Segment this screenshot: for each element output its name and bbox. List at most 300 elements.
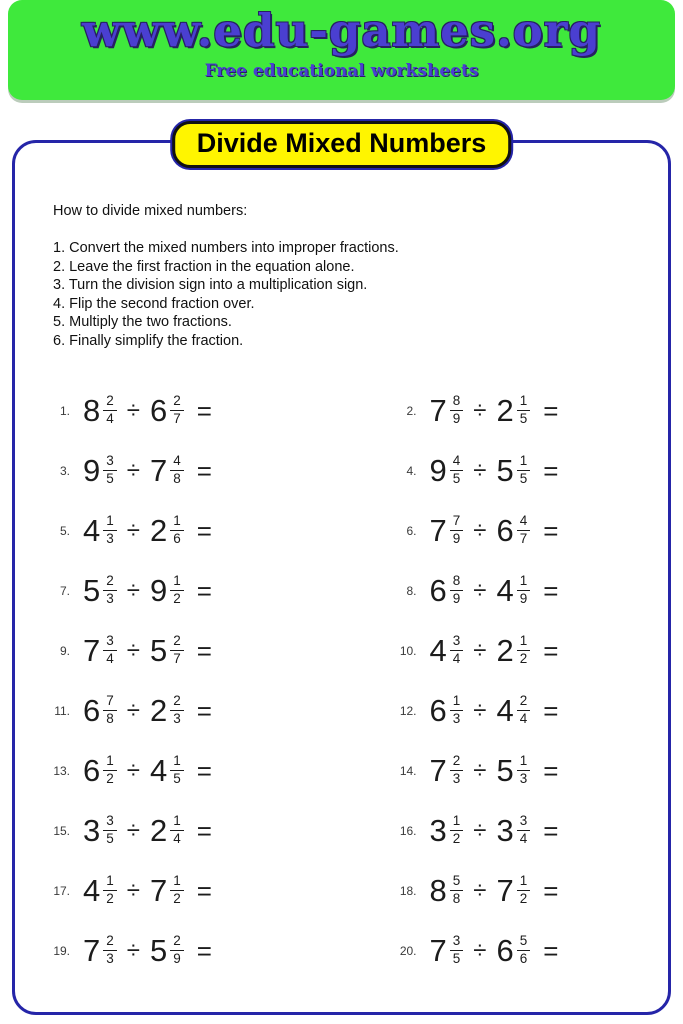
numerator: 1 — [103, 514, 117, 531]
denominator: 9 — [452, 591, 461, 607]
denominator: 6 — [173, 531, 181, 547]
fraction — [517, 934, 531, 967]
mixed-number — [150, 574, 184, 607]
mixed-number — [83, 454, 117, 487]
problem-number: 1. — [59, 403, 70, 418]
numerator: 8 — [450, 394, 464, 411]
mixed-number — [83, 394, 117, 427]
divide-sign: ÷ — [126, 576, 140, 604]
denominator: 2 — [519, 651, 528, 667]
numerator: 3 — [450, 934, 464, 951]
worksheet-title: Divide Mixed Numbers — [172, 121, 512, 168]
numerator: 3 — [103, 814, 117, 831]
mixed-number — [150, 814, 184, 847]
fraction — [517, 574, 531, 607]
problem-expression — [430, 634, 559, 667]
whole-number: 3 — [496, 813, 514, 849]
mixed-number — [496, 754, 530, 787]
whole-number: 2 — [496, 633, 514, 669]
problem-item — [15, 501, 342, 561]
instruction-line: 5. Multiply the two fractions. — [53, 314, 232, 331]
fraction — [450, 514, 464, 547]
equals-sign: = — [196, 695, 212, 726]
fraction — [170, 634, 184, 667]
divide-sign: ÷ — [126, 816, 140, 844]
whole-number: 4 — [429, 633, 447, 669]
denominator: 3 — [452, 711, 461, 727]
denominator: 2 — [106, 891, 114, 907]
numerator: 5 — [517, 934, 531, 951]
divide-sign: ÷ — [473, 516, 487, 544]
whole-number: 3 — [83, 813, 101, 849]
numerator: 1 — [450, 694, 464, 711]
mixed-number — [150, 754, 184, 787]
equals-sign: = — [543, 755, 559, 786]
divide-sign: ÷ — [126, 936, 140, 964]
whole-number: 2 — [149, 693, 168, 729]
whole-number: 5 — [496, 753, 514, 789]
problem-number: 3. — [59, 463, 70, 478]
mixed-number — [150, 694, 184, 727]
fraction — [450, 814, 464, 847]
denominator: 5 — [173, 771, 181, 787]
fraction — [450, 574, 464, 607]
fraction — [170, 574, 184, 607]
numerator: 2 — [170, 694, 184, 711]
mixed-number — [150, 634, 184, 667]
divide-sign: ÷ — [126, 396, 140, 424]
numerator: 8 — [450, 574, 464, 591]
whole-number: 5 — [496, 453, 514, 489]
fraction — [103, 634, 117, 667]
problem-number: 15. — [53, 823, 70, 838]
divide-sign: ÷ — [473, 696, 487, 724]
denominator: 3 — [106, 591, 114, 607]
fraction — [170, 814, 184, 847]
divide-sign: ÷ — [473, 456, 487, 484]
fraction — [517, 454, 531, 487]
problem-item — [342, 621, 669, 681]
problem-item — [342, 681, 669, 741]
numerator: 1 — [517, 454, 531, 471]
numerator: 1 — [170, 814, 184, 831]
fraction — [450, 694, 464, 727]
mixed-number — [496, 574, 530, 607]
mixed-number — [150, 394, 184, 427]
problems-grid — [15, 381, 668, 981]
instruction-line: 4. Flip the second fraction over. — [53, 295, 255, 312]
mixed-number — [496, 394, 530, 427]
whole-number: 4 — [83, 873, 101, 909]
problem-item — [15, 921, 342, 981]
problem-item — [342, 561, 669, 621]
numerator: 4 — [517, 514, 531, 531]
denominator: 9 — [173, 951, 181, 967]
problem-expression — [430, 574, 559, 607]
problem-number: 2. — [406, 403, 417, 418]
divide-sign: ÷ — [126, 756, 140, 784]
equals-sign: = — [196, 875, 212, 906]
divide-sign: ÷ — [473, 576, 487, 604]
problem-expression — [430, 694, 559, 727]
denominator: 7 — [173, 411, 181, 427]
equals-sign: = — [196, 395, 212, 426]
problem-number: 7. — [59, 583, 70, 598]
whole-number: 7 — [149, 453, 168, 489]
whole-number: 7 — [429, 933, 447, 969]
fraction — [170, 874, 184, 907]
equals-sign: = — [543, 935, 559, 966]
equals-sign: = — [196, 455, 212, 486]
whole-number: 7 — [149, 873, 168, 909]
worksheet-box — [12, 128, 671, 1015]
whole-number: 2 — [149, 513, 168, 549]
problem-item — [342, 801, 669, 861]
equals-sign: = — [543, 395, 559, 426]
denominator: 4 — [106, 411, 114, 427]
problem-expression — [83, 634, 212, 667]
whole-number: 4 — [149, 753, 168, 789]
divide-sign: ÷ — [126, 696, 140, 724]
fraction — [450, 934, 464, 967]
whole-number: 9 — [429, 453, 447, 489]
numerator: 1 — [517, 874, 531, 891]
problem-item — [342, 501, 669, 561]
problem-expression — [430, 454, 559, 487]
fraction — [103, 454, 117, 487]
whole-number: 7 — [83, 633, 101, 669]
fraction — [103, 754, 117, 787]
problem-item — [15, 441, 342, 501]
divide-sign: ÷ — [126, 456, 140, 484]
whole-number: 7 — [496, 873, 514, 909]
instruction-line: 1. Convert the mixed numbers into improper fractions. — [53, 240, 399, 256]
mixed-number — [83, 754, 117, 787]
instruction-line: 2. Leave the first fraction in the equation alone. — [53, 258, 355, 275]
fraction — [450, 394, 464, 427]
denominator: 4 — [173, 831, 181, 847]
problem-expression — [83, 814, 212, 847]
mixed-number — [430, 814, 464, 847]
divide-sign: ÷ — [126, 876, 140, 904]
numerator: 3 — [517, 814, 531, 831]
whole-number: 2 — [496, 393, 514, 429]
denominator: 4 — [452, 651, 461, 667]
mixed-number — [150, 514, 184, 547]
problem-expression — [430, 874, 559, 907]
equals-sign: = — [196, 935, 212, 966]
fraction — [103, 934, 117, 967]
whole-number: 6 — [429, 573, 447, 609]
fraction — [170, 754, 184, 787]
denominator: 3 — [519, 771, 528, 787]
denominator: 5 — [452, 471, 461, 487]
numerator: 2 — [170, 634, 184, 651]
problem-number: 8. — [406, 583, 417, 598]
problem-item — [15, 621, 342, 681]
whole-number: 7 — [429, 393, 447, 429]
numerator: 1 — [103, 874, 117, 891]
numerator: 7 — [103, 694, 117, 711]
mixed-number — [430, 574, 464, 607]
mixed-number — [150, 454, 184, 487]
mixed-number — [150, 934, 184, 967]
numerator: 2 — [450, 754, 464, 771]
instruction-line: 6. Finally simplify the fraction. — [53, 332, 244, 349]
numerator: 3 — [103, 454, 117, 471]
mixed-number — [83, 514, 117, 547]
divide-sign: ÷ — [473, 816, 487, 844]
fraction — [103, 394, 117, 427]
denominator: 5 — [452, 951, 461, 967]
fraction — [517, 874, 531, 907]
equals-sign: = — [543, 815, 559, 846]
mixed-number — [83, 694, 117, 727]
denominator: 2 — [173, 591, 181, 607]
numerator: 2 — [517, 694, 531, 711]
denominator: 8 — [452, 891, 461, 907]
problem-item — [342, 741, 669, 801]
problem-number: 11. — [54, 703, 70, 718]
numerator: 1 — [517, 394, 531, 411]
denominator: 3 — [106, 531, 114, 547]
mixed-number — [430, 874, 464, 907]
problem-item — [15, 561, 342, 621]
denominator: 4 — [106, 651, 114, 667]
equals-sign: = — [543, 515, 559, 546]
problem-item — [342, 441, 669, 501]
denominator: 3 — [173, 711, 181, 727]
mixed-number — [496, 454, 530, 487]
denominator: 2 — [106, 771, 114, 787]
numerator: 1 — [170, 754, 184, 771]
problem-number: 20. — [399, 943, 417, 958]
problem-number: 6. — [406, 523, 417, 538]
numerator: 4 — [450, 454, 464, 471]
numerator: 2 — [103, 934, 117, 951]
fraction — [103, 514, 117, 547]
problem-number: 19. — [53, 943, 70, 958]
fraction — [517, 814, 531, 847]
denominator: 2 — [452, 831, 461, 847]
problem-item — [15, 801, 342, 861]
problem-expression — [430, 394, 559, 427]
denominator: 5 — [106, 471, 114, 487]
divide-sign: ÷ — [126, 636, 140, 664]
denominator: 4 — [519, 711, 528, 727]
whole-number: 5 — [149, 933, 168, 969]
problem-expression — [430, 514, 559, 547]
problem-item — [15, 381, 342, 441]
site-subtitle: Free educational worksheets — [204, 61, 479, 81]
divide-sign: ÷ — [473, 396, 487, 424]
problem-number: 14. — [399, 763, 417, 778]
mixed-number — [496, 694, 530, 727]
equals-sign: = — [543, 695, 559, 726]
mixed-number — [496, 874, 530, 907]
numerator: 1 — [103, 754, 117, 771]
fraction — [170, 514, 184, 547]
whole-number: 8 — [429, 873, 447, 909]
problem-expression — [83, 754, 212, 787]
mixed-number — [430, 754, 464, 787]
denominator: 7 — [519, 531, 528, 547]
fraction — [103, 874, 117, 907]
whole-number: 5 — [83, 573, 101, 609]
whole-number: 6 — [496, 933, 514, 969]
problem-item — [15, 741, 342, 801]
whole-number: 5 — [149, 633, 168, 669]
problem-item — [15, 861, 342, 921]
divide-sign: ÷ — [473, 936, 487, 964]
fraction — [517, 634, 531, 667]
fraction — [103, 814, 117, 847]
mixed-number — [496, 634, 530, 667]
denominator: 7 — [173, 651, 181, 667]
mixed-number — [496, 814, 530, 847]
problem-number: 4. — [406, 463, 417, 478]
divide-sign: ÷ — [473, 876, 487, 904]
mixed-number — [430, 394, 464, 427]
mixed-number — [83, 574, 117, 607]
numerator: 1 — [517, 634, 531, 651]
whole-number: 9 — [83, 453, 101, 489]
denominator: 3 — [452, 771, 461, 787]
howto-heading: How to divide mixed numbers: — [53, 203, 248, 219]
mixed-number — [430, 634, 464, 667]
problem-expression — [83, 694, 212, 727]
numerator: 1 — [517, 754, 531, 771]
numerator: 2 — [103, 574, 117, 591]
fraction — [103, 574, 117, 607]
denominator: 9 — [519, 591, 528, 607]
mixed-number — [83, 634, 117, 667]
equals-sign: = — [196, 755, 212, 786]
mixed-number — [496, 934, 530, 967]
equals-sign: = — [543, 875, 559, 906]
equals-sign: = — [543, 455, 559, 486]
problem-number: 16. — [399, 823, 417, 838]
whole-number: 7 — [83, 933, 101, 969]
numerator: 2 — [103, 394, 117, 411]
fraction — [450, 754, 464, 787]
denominator: 3 — [106, 951, 114, 967]
problem-expression — [430, 754, 559, 787]
whole-number: 8 — [83, 393, 101, 429]
fraction — [170, 454, 184, 487]
whole-number: 4 — [83, 513, 101, 549]
problem-expression — [83, 394, 212, 427]
numerator: 7 — [450, 514, 464, 531]
fraction — [450, 874, 464, 907]
site-url: www.edu-games.org — [82, 4, 601, 57]
equals-sign: = — [543, 575, 559, 606]
numerator: 1 — [450, 814, 464, 831]
divide-sign: ÷ — [473, 756, 487, 784]
problem-expression — [83, 454, 212, 487]
site-banner — [8, 0, 675, 100]
mixed-number — [83, 874, 117, 907]
denominator: 2 — [173, 891, 181, 907]
fraction — [517, 754, 531, 787]
problem-item — [342, 921, 669, 981]
problem-number: 12. — [399, 703, 417, 718]
denominator: 5 — [519, 411, 528, 427]
fraction — [103, 694, 117, 727]
denominator: 5 — [519, 471, 528, 487]
whole-number: 6 — [429, 693, 447, 729]
fraction — [517, 394, 531, 427]
fraction — [170, 934, 184, 967]
numerator: 1 — [517, 574, 531, 591]
numerator: 3 — [103, 634, 117, 651]
denominator: 4 — [519, 831, 528, 847]
problem-item — [342, 861, 669, 921]
whole-number: 6 — [83, 693, 101, 729]
numerator: 1 — [170, 574, 184, 591]
problem-expression — [83, 934, 212, 967]
problem-expression — [83, 574, 212, 607]
divide-sign: ÷ — [473, 636, 487, 664]
whole-number: 7 — [429, 513, 447, 549]
mixed-number — [430, 514, 464, 547]
problem-expression — [430, 934, 559, 967]
numerator: 1 — [170, 514, 184, 531]
whole-number: 3 — [429, 813, 447, 849]
equals-sign: = — [196, 635, 212, 666]
fraction — [450, 454, 464, 487]
denominator: 2 — [519, 891, 528, 907]
mixed-number — [496, 514, 530, 547]
problem-number: 10. — [399, 643, 417, 658]
mixed-number — [83, 934, 117, 967]
whole-number: 6 — [149, 393, 168, 429]
denominator: 9 — [452, 411, 461, 427]
whole-number: 6 — [83, 753, 101, 789]
equals-sign: = — [196, 575, 212, 606]
problem-expression — [83, 514, 212, 547]
denominator: 8 — [106, 711, 114, 727]
denominator: 9 — [452, 531, 461, 547]
problem-item — [342, 381, 669, 441]
numerator: 5 — [450, 874, 464, 891]
instructions — [53, 239, 668, 351]
problem-item — [15, 681, 342, 741]
problem-expression — [430, 814, 559, 847]
whole-number: 4 — [496, 693, 514, 729]
fraction — [170, 694, 184, 727]
divide-sign: ÷ — [126, 516, 140, 544]
fraction — [517, 514, 531, 547]
mixed-number — [150, 874, 184, 907]
instruction-line: 3. Turn the division sign into a multiplication sign. — [53, 277, 368, 294]
problem-number: 5. — [59, 523, 70, 538]
numerator: 2 — [170, 394, 184, 411]
numerator: 2 — [170, 934, 184, 951]
equals-sign: = — [196, 815, 212, 846]
problem-number: 18. — [399, 883, 417, 898]
fraction — [170, 394, 184, 427]
whole-number: 9 — [149, 573, 168, 609]
mixed-number — [430, 694, 464, 727]
numerator: 1 — [170, 874, 184, 891]
numerator: 4 — [170, 454, 184, 471]
whole-number: 4 — [496, 573, 514, 609]
whole-number: 2 — [149, 813, 168, 849]
mixed-number — [83, 814, 117, 847]
whole-number: 6 — [496, 513, 514, 549]
equals-sign: = — [196, 515, 212, 546]
